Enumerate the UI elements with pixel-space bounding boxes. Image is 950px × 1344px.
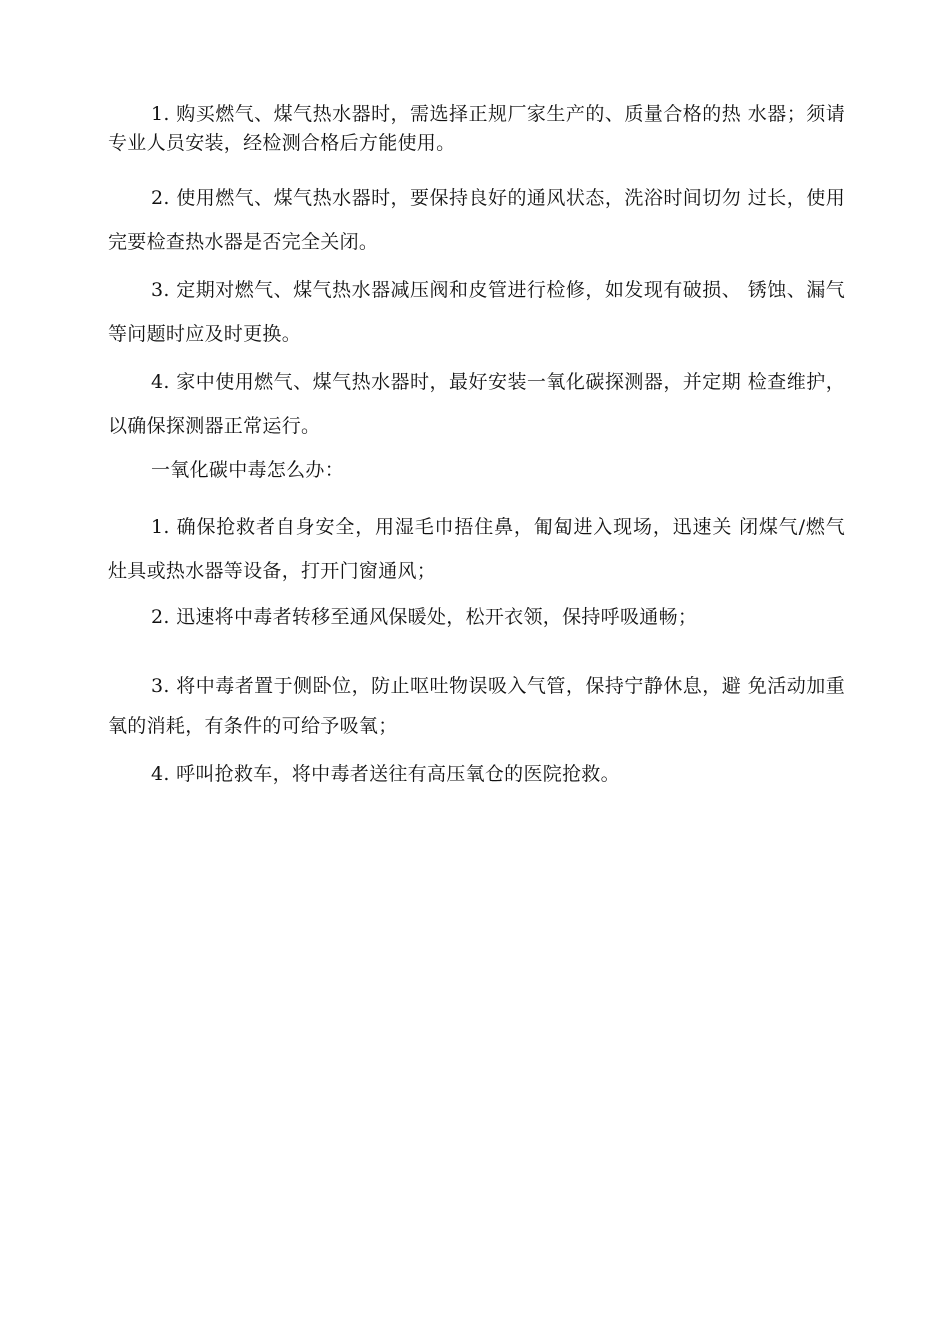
- document-page: [108, 100, 845, 789]
- paragraph-heater-purchase: 1. 购买燃气、煤气热水器时，需选择正规厂家生产的、质量合格的热 水器；须请专业人员安装，经检测合格后方能使用。: [108, 103, 845, 154]
- paragraph-rescuer-safety: 1. 确保抢救者自身安全，用湿毛巾捂住鼻，匍匐进入现场，迅速关 闭煤气/燃气灶具或热水器等设备，打开门窗通风；: [108, 516, 845, 582]
- paragraph-side-position: 3. 将中毒者置于侧卧位，防止呕吐物误吸入气管，保持宁静休息，避 免活动加重氧的消耗，有条件的可给予吸氧；: [108, 675, 845, 737]
- paragraph-co-detector: 4. 家中使用燃气、煤气热水器时，最好安装一氧化碳探测器，并定期 检查维护，以确保探测器正常运行。: [108, 371, 845, 437]
- paragraph-heater-inspection: 3. 定期对燃气、煤气热水器减压阀和皮管进行检修，如发现有破损、 锈蚀、漏气等问题时应及时更换。: [108, 279, 845, 345]
- paragraph-heater-ventilation: 2. 使用燃气、煤气热水器时，要保持良好的通风状态，洗浴时间切勿 过长，使用完要检查热水器是否完全关闭。: [108, 187, 845, 253]
- paragraph-move-victim: 2. 迅速将中毒者转移至通风保暖处，松开衣领，保持呼吸通畅；: [151, 606, 698, 628]
- section-heading-co-poisoning: 一氧化碳中毒怎么办：: [151, 459, 345, 481]
- paragraph-call-ambulance: 4. 呼叫抢救车，将中毒者送往有高压氧仓的医院抢救。: [151, 763, 620, 785]
